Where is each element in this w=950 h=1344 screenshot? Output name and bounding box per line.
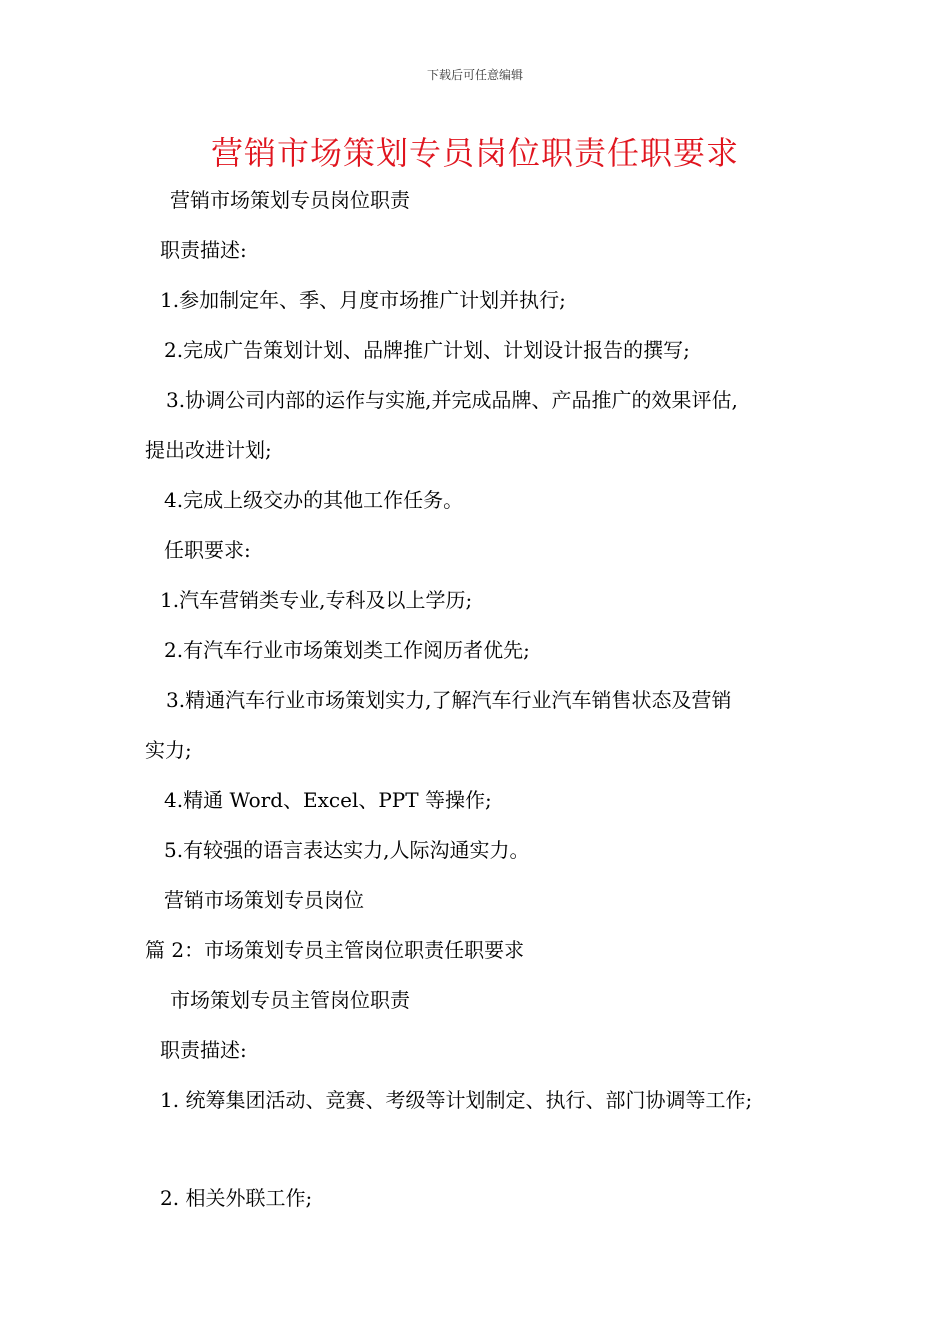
paragraph-line: 1. 统筹集团活动、竞赛、考级等计划制定、执行、部门协调等工作; [160, 1088, 753, 1112]
paragraph-line: 提出改进计划; [145, 438, 272, 462]
paragraph-line: 3.精通汽车行业市场策划实力,了解汽车行业汽车销售状态及营销 [166, 688, 732, 712]
paragraph-line: 4.完成上级交办的其他工作任务。 [164, 488, 464, 512]
paragraph-line: 市场策划专员主管岗位职责 [170, 988, 410, 1012]
paragraph-line: 任职要求: [164, 538, 251, 562]
paragraph-line: 实力; [145, 738, 192, 762]
paragraph-line: 职责描述: [160, 238, 247, 262]
page-header: 下载后可任意编辑 [426, 68, 523, 82]
paragraph-line: 3.协调公司内部的运作与实施,并完成品牌、产品推广的效果评估, [166, 388, 738, 412]
paragraph-line: 职责描述: [160, 1038, 247, 1062]
document-title: 营销市场策划专员岗位职责任职要求 [210, 134, 739, 172]
paragraph-line: 营销市场策划专员岗位职责 [170, 188, 410, 212]
paragraph-line: 2.完成广告策划计划、品牌推广计划、计划设计报告的撰写; [164, 338, 690, 362]
paragraph-line: 1.汽车营销类专业,专科及以上学历; [160, 588, 473, 612]
paragraph-line: 2. 相关外联工作; [160, 1186, 313, 1210]
paragraph-line: 4.精通 Word、Excel、PPT 等操作; [164, 788, 492, 812]
paragraph-line: 2.有汽车行业市场策划类工作阅历者优先; [164, 638, 530, 662]
paragraph-line: 5.有较强的语言表达实力,人际沟通实力。 [164, 838, 530, 862]
paragraph-line: 1.参加制定年、季、月度市场推广计划并执行; [160, 288, 566, 312]
paragraph-line: 营销市场策划专员岗位 [164, 888, 364, 912]
section-heading: 篇 2：市场策划专员主管岗位职责任职要求 [145, 938, 525, 962]
